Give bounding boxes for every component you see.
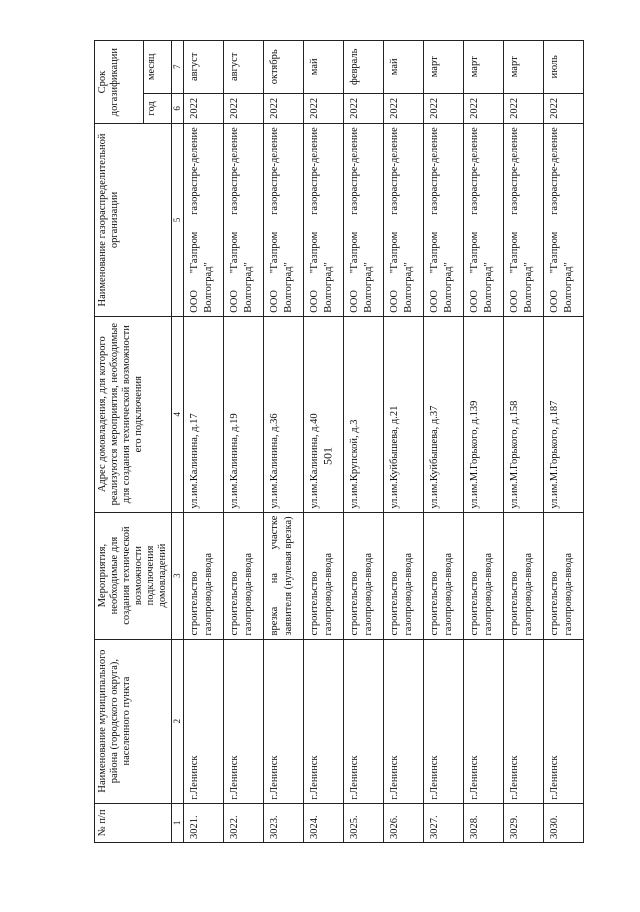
table-row	[184, 41, 224, 843]
table-row	[384, 41, 424, 843]
row-number: 3026.	[384, 803, 424, 842]
row-measure: строительство газопровода-ввода	[344, 512, 384, 639]
row-month: март	[464, 41, 504, 94]
row-number: 3025.	[344, 803, 384, 842]
row-address: ул.им.Калинина, д.40	[304, 316, 344, 512]
table-row	[304, 41, 344, 843]
row-number: 3021.	[184, 803, 224, 842]
row-measure: строительство газопровода-ввода	[464, 512, 504, 639]
row-org: ООО "Газпром газораспре-деление Волгоград"	[424, 124, 464, 317]
row-settlement: г.Ленинск	[384, 639, 424, 803]
column-number-row	[172, 41, 184, 843]
row-number: 3027.	[424, 803, 464, 842]
row-settlement: г.Ленинск	[344, 639, 384, 803]
row-address: ул.им.Калинина, д.36	[264, 316, 304, 512]
row-settlement: г.Ленинск	[504, 639, 544, 803]
row-address: ул.им.М.Горького, д.158	[504, 316, 544, 512]
row-month: март	[504, 41, 544, 94]
row-address: ул.им.Крупской, д.3	[344, 316, 384, 512]
row-year: 2022	[464, 93, 504, 124]
header-address: Адрес домовладения, для которого реализуются мероприятия, необходимые для создания технической возможности его подключения	[95, 316, 172, 512]
row-measure: строительство газопровода-ввода	[544, 512, 584, 639]
row-org: ООО "Газпром газораспре-деление Волгоград"	[384, 124, 424, 317]
row-number: 3023.	[264, 803, 304, 842]
row-address: ул.им.Куйбышева, д.21	[384, 316, 424, 512]
row-settlement: г.Ленинск	[424, 639, 464, 803]
row-year: 2022	[424, 93, 464, 124]
row-org: ООО "Газпром газораспре-деление Волгоград"	[544, 124, 584, 317]
header-measure: Мероприятия, необходимые для создания технической возможности подключения домовладений	[95, 512, 172, 639]
row-settlement: г.Ленинск	[304, 639, 344, 803]
header-month: месяц	[143, 41, 172, 94]
row-address: ул.им.М.Горького, д.187	[544, 316, 584, 512]
table-row	[264, 41, 304, 843]
column-number: 2	[172, 639, 184, 803]
row-address: ул.им.Калинина, д.17	[184, 316, 224, 512]
row-year: 2022	[184, 93, 224, 124]
table-row	[344, 41, 384, 843]
row-address: ул.им.М.Горького, д.139	[464, 316, 504, 512]
row-month: июль	[544, 41, 584, 94]
row-year: 2022	[384, 93, 424, 124]
column-number: 7	[172, 41, 184, 94]
table-row	[424, 41, 464, 843]
column-number: 1	[172, 803, 184, 842]
row-org: ООО "Газпром газораспре-деление Волгоград"	[504, 124, 544, 317]
row-org: ООО "Газпром газораспре-деление Волгоград"	[304, 124, 344, 317]
header-num: № п/п	[95, 803, 172, 842]
row-month: август	[224, 41, 264, 94]
table-row	[464, 41, 504, 843]
row-measure: строительство газопровода-ввода	[504, 512, 544, 639]
table-row	[544, 41, 584, 843]
row-settlement: г.Ленинск	[264, 639, 304, 803]
gasification-table	[94, 40, 584, 843]
row-year: 2022	[264, 93, 304, 124]
row-number: 3022.	[224, 803, 264, 842]
header-org: Наименование газораспределительной организации	[95, 124, 172, 317]
column-number: 4	[172, 316, 184, 512]
row-month: май	[304, 41, 344, 94]
row-settlement: г.Ленинск	[544, 639, 584, 803]
row-number: 3030.	[544, 803, 584, 842]
row-year: 2022	[304, 93, 344, 124]
rotated-table-container	[94, 40, 574, 843]
row-number: 3029.	[504, 803, 544, 842]
row-year: 2022	[504, 93, 544, 124]
row-org: ООО "Газпром газораспре-деление Волгоград"	[464, 124, 504, 317]
row-settlement: г.Ленинск	[464, 639, 504, 803]
row-settlement: г.Ленинск	[184, 639, 224, 803]
row-year: 2022	[224, 93, 264, 124]
row-month: октябрь	[264, 41, 304, 94]
column-number: 3	[172, 512, 184, 639]
column-number: 5	[172, 124, 184, 317]
row-month: август	[184, 41, 224, 94]
row-measure: строительство газопровода-ввода	[384, 512, 424, 639]
column-number: 6	[172, 93, 184, 124]
row-measure: строительство газопровода-ввода	[184, 512, 224, 639]
row-measure: строительство газопровода-ввода	[304, 512, 344, 639]
row-org: ООО "Газпром газораспре-деление Волгоград"	[344, 124, 384, 317]
row-measure: строительство газопровода-ввода	[224, 512, 264, 639]
row-settlement: г.Ленинск	[224, 639, 264, 803]
table-row	[504, 41, 544, 843]
row-measure: строительство газопровода-ввода	[424, 512, 464, 639]
table-row	[224, 41, 264, 843]
row-org: ООО "Газпром газораспре-деление Волгоград"	[264, 124, 304, 317]
row-month: май	[384, 41, 424, 94]
page-number: 501	[320, 447, 335, 465]
row-org: ООО "Газпром газораспре-деление Волгоград"	[224, 124, 264, 317]
row-address: ул.им.Калинина, д.19	[224, 316, 264, 512]
row-year: 2022	[544, 93, 584, 124]
header-deadline: Срок догазификации	[95, 41, 144, 124]
row-address: ул.им.Куйбышева, д.37	[424, 316, 464, 512]
row-measure: врезка на участке заявителя (нулевая врезка)	[264, 512, 304, 639]
row-month: февраль	[344, 41, 384, 94]
row-org: ООО "Газпром газораспре-деление Волгоград"	[184, 124, 224, 317]
row-year: 2022	[344, 93, 384, 124]
row-number: 3028.	[464, 803, 504, 842]
row-month: март	[424, 41, 464, 94]
row-number: 3024.	[304, 803, 344, 842]
header-settlement: Наименование муниципального района (городского округа), населенного пункта	[95, 639, 172, 803]
header-year: год	[143, 93, 172, 124]
